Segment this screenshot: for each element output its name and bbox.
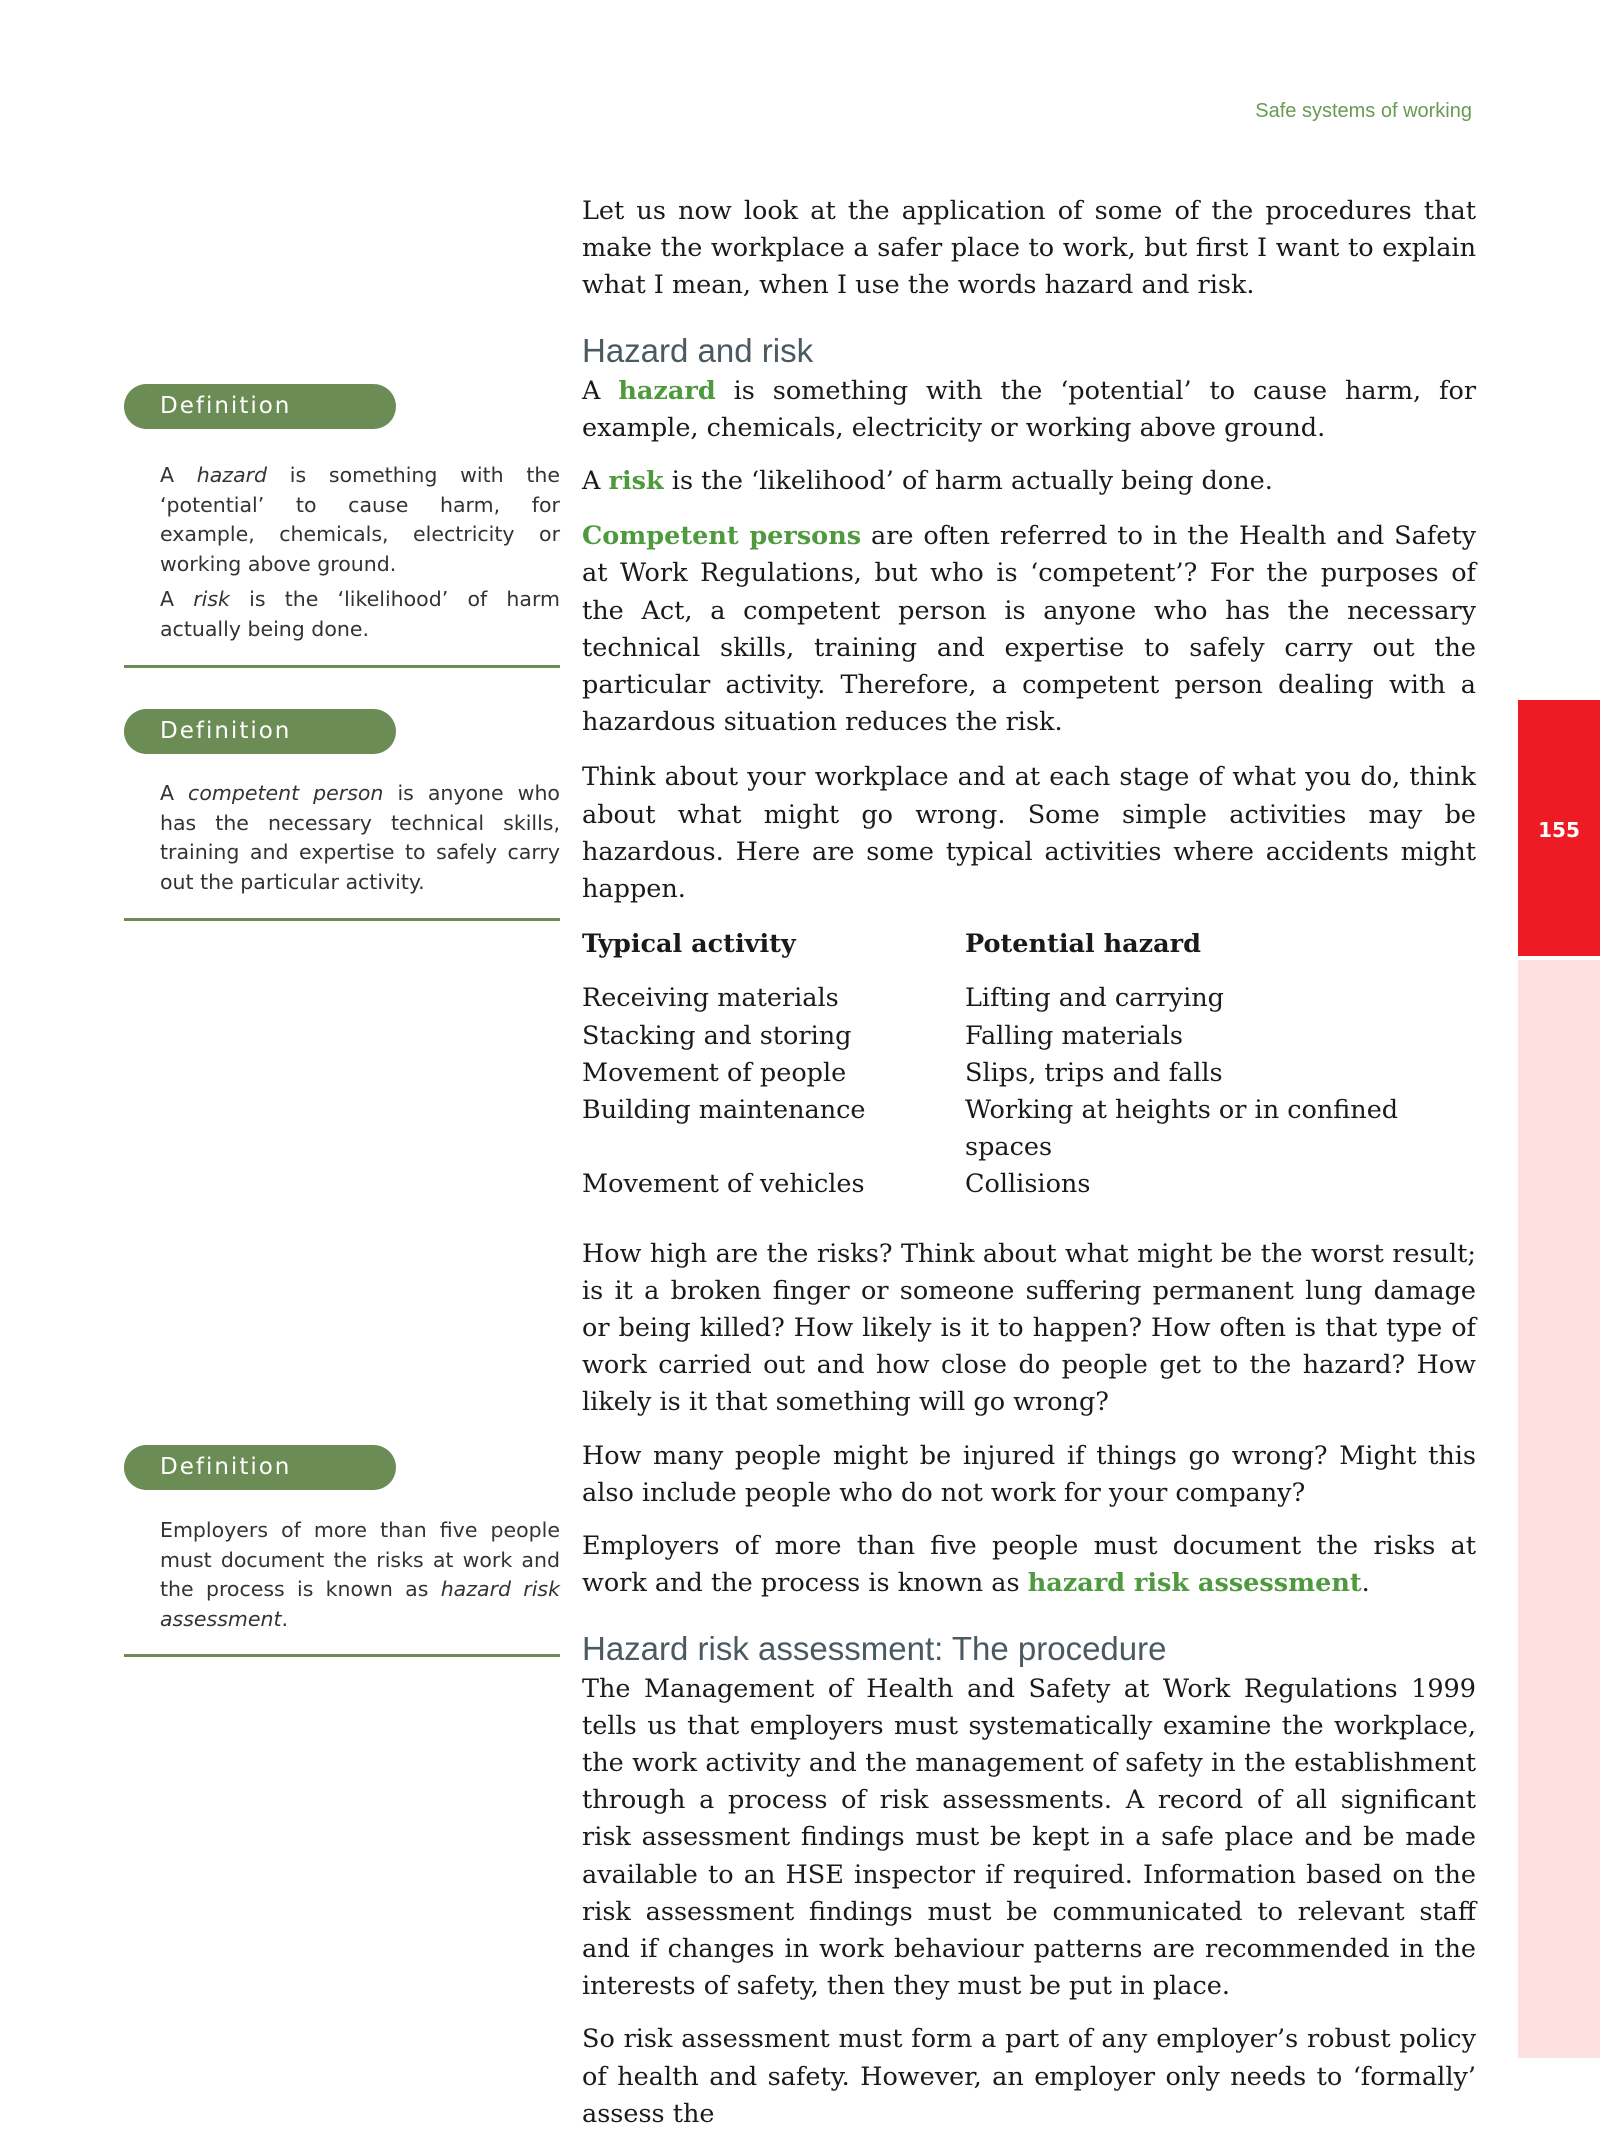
policy-paragraph: So risk assessment must form a part of any employer’s robust policy of health and safety. However, an employer only needs to ‘formally’ assess the <box>582 2024 1476 2129</box>
definition-assessment-text: Employers of more than five people must document the risks at work and the process is known as hazard risk assessment. <box>160 1518 560 1631</box>
definition-hazard-risk <box>160 461 560 644</box>
keyword-risk: risk <box>608 466 664 497</box>
table-row: Movement of vehicles Collisions <box>582 1169 1091 1200</box>
keyword-competent-persons: Competent persons <box>582 521 862 552</box>
definition-term: competent person <box>188 781 384 805</box>
hazard-paragraph: A hazard is something with the ‘potential’ to cause harm, for example, chemicals, electricity or working above ground. <box>582 375 1477 443</box>
chapter-tab-strip <box>1518 960 1600 2058</box>
definition-divider <box>124 665 560 668</box>
table-row: Building maintenance Working at heights or in confined spaces <box>582 1095 1399 1163</box>
table-row: Receiving materials Lifting and carrying <box>582 983 1225 1014</box>
definition-term: risk <box>193 587 230 611</box>
definition-term: hazard <box>196 463 268 487</box>
risk-paragraph: A risk is the ‘likelihood’ of harm actually being done. <box>582 466 1273 497</box>
table-row: Movement of people Slips, trips and falls <box>582 1057 1223 1088</box>
definition-divider <box>124 1654 560 1657</box>
employers-paragraph: Employers of more than five people must document the risks at work and the process is known as hazard risk assessment. <box>582 1531 1476 1599</box>
table-header-hazard: Potential hazard <box>965 929 1201 960</box>
running-head: Safe systems of working <box>1255 100 1472 122</box>
definition-hazard-text: A hazard is something with the ‘potential’ to cause harm, for example, chemicals, electricity or working above ground. <box>160 463 560 576</box>
table-header-activity: Typical activity <box>582 929 796 960</box>
activity-hazard-table <box>582 926 1476 1203</box>
regulations-paragraph: The Management of Health and Safety at Work Regulations 1999 tells us that employers must systematically examine the workplace, the work activity and the management of safety in the establishment through a process of risk assessments. A record of all significant risk assessment findings must be kept in a safe place and be made available to an HSE inspector if required. Information based on the risk assessment findings must be communicated to relevant staff and if changes in work behaviour patterns are recommended in the interests of safety, then they must be put in place. <box>582 1673 1476 2002</box>
risk-questions-paragraph: How high are the risks? Think about what might be the worst result; is it a broken finger or someone suffering permanent lung damage or being killed? How likely is it to happen? How often is that type of work carried out and how close do people get to the hazard? How likely is it that something will go wrong? <box>582 1238 1476 1418</box>
table-row: Stacking and storing Falling materials <box>582 1020 1183 1051</box>
definition-badge: Definition <box>124 384 396 429</box>
workplace-paragraph: Think about your workplace and at each stage of what you do, think about what might go wrong. Some simple activities may be hazardous. Here are some typical activities where accidents might happen. <box>582 762 1476 905</box>
main-column <box>582 193 1476 2133</box>
definition-hazard-risk-assessment <box>160 1516 560 1634</box>
section-heading-hazard-and-risk: Hazard and risk <box>582 331 814 369</box>
competent-persons-paragraph: Competent persons are often referred to in the Health and Safety at Work Regulations, but who is ‘competent’? For the purposes of the Act, a competent person is anyone who has the necessary technical skills, training and expertise to safely carry out the particular activity. Therefore, a competent person dealing with a hazardous situation reduces the risk. <box>582 521 1476 738</box>
definition-badge: Definition <box>124 709 396 754</box>
table-header-row <box>582 926 1476 963</box>
definition-divider <box>124 918 560 921</box>
definition-competent-text: A competent person is anyone who has the necessary technical skills, training and expertise to safely carry out the particular activity. <box>160 781 560 894</box>
definition-badge: Definition <box>124 1445 396 1490</box>
section-heading-procedure: Hazard risk assessment: The procedure <box>582 1629 1167 1667</box>
definition-competent-person <box>160 779 560 897</box>
keyword-hazard-risk-assessment: hazard risk assessment <box>1027 1568 1362 1599</box>
injured-people-paragraph: How many people might be injured if things go wrong? Might this also include people who do not work for your company? <box>582 1440 1476 1508</box>
definition-risk-text: A risk is the ‘likelihood’ of harm actually being done. <box>160 587 560 641</box>
page-number: 155 <box>1538 818 1580 842</box>
keyword-hazard: hazard <box>618 375 716 406</box>
definition-term: hazard risk assessment <box>160 1577 560 1631</box>
intro-paragraph: Let us now look at the application of some of the procedures that make the workplace a safer place to work, but first I want to explain what I mean, when I use the words hazard and risk. <box>582 196 1476 301</box>
